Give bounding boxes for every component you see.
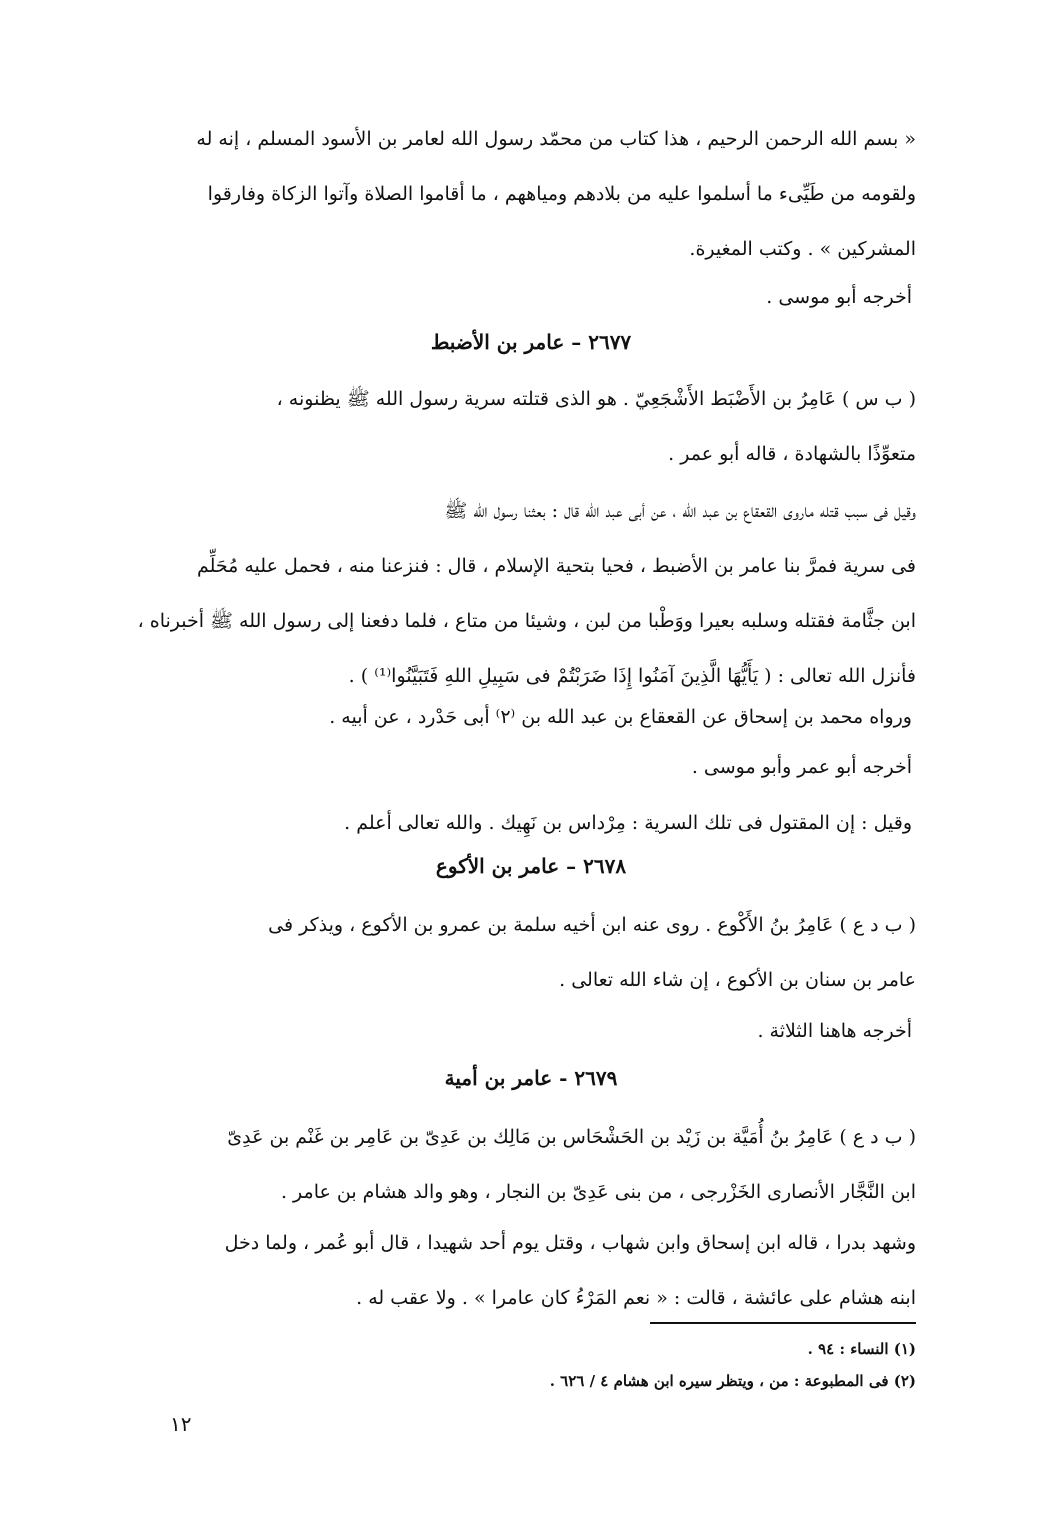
text-line: ( ب د ع ) عَامِرُ بنُ أُمَيَّة بن زَيْد بن الحَشْحَاس بن مَالِك بن عَدِىّ بن عَامِر بن غَنْم بن عَدِىّ bbox=[227, 1126, 916, 1148]
text-line: وقيل فى سبب قتله ماروى القعقاع بن عبد الله ، عن أبى عبد الله قال : بعثنا رسول الله ﷺ bbox=[444, 500, 916, 522]
footnote-rule bbox=[650, 1322, 916, 1324]
text-line: ابنه هشام على عائشة ، قالت : « نعم المَرْءُ كان عامرا » . ولا عقب له . bbox=[356, 1287, 916, 1309]
text-line: ورواه محمد بن إسحاق عن القعقاع بن عبد الله بن ⁽٢⁾ أبى حَدْرد ، عن أبيه . bbox=[329, 706, 912, 728]
text-line: أخرجه أبو عمر وأبو موسى . bbox=[691, 756, 912, 778]
paragraph-entry bbox=[136, 690, 912, 745]
entry-heading: ٢٦٧٩ - عامر بن أمية bbox=[444, 1066, 618, 1090]
text-line: ابن جثَّامة فقتله وسلبه بعيرا ووَطْبا من لبن ، وشيئا من متاع ، فلما دفعنا إلى رسول الله ﷺ أخبرناه ، bbox=[137, 610, 916, 632]
paragraph-letter bbox=[136, 112, 916, 277]
text-line: متعوِّذًا بالشهادة ، قاله أبو عمر . bbox=[668, 443, 916, 465]
paragraph-entry bbox=[136, 1216, 916, 1326]
text-line: ولقومه من طَيِّىء ما أسلموا عليه من بلادهم ومياههم ، ما أقاموا الصلاة وآتوا الزكاة وفارقوا bbox=[207, 183, 916, 205]
text-line: أخرجه هاهنا الثلاثة . bbox=[757, 1020, 912, 1042]
text-line: ( ب د ع ) عَامِرُ بنُ الأَكْوع . روى عنه ابن أخيه سلمة بن عمرو بن الأكوع ، ويذكر فى bbox=[268, 914, 916, 936]
text-line: المشركين » . وكتب المغيرة. bbox=[689, 238, 916, 260]
paragraph-entry bbox=[136, 484, 916, 704]
text-line: أخرجه أبو موسى . bbox=[766, 286, 912, 308]
footnote: (١) النساء : ٩٤ . bbox=[807, 1340, 916, 1358]
paragraph-entry bbox=[136, 796, 912, 851]
paragraph-attribution bbox=[136, 1004, 912, 1059]
text-line: ابن النَّجَّار الأنصارى الخَزْرجى ، من بنى عَدِىّ بن النجار ، وهو والد هشام بن عامر . bbox=[280, 1181, 916, 1203]
text-line: وقيل : إن المقتول فى تلك السرية : مِرْداس بن نَهِيك . والله تعالى أعلم . bbox=[344, 812, 912, 834]
paragraph-attribution bbox=[136, 270, 912, 325]
paragraph-entry bbox=[136, 898, 916, 1008]
text-line: فى سرية فمرَّ بنا عامر بن الأضبط ، فحيا بتحية الإسلام ، قال : فنزعنا منه ، فحمل عليه مُحَلِّم bbox=[196, 555, 916, 577]
text-line: ( ب س ) عَامِرُ بن الأَضْبَط الأَشْجَعِيّ . هو الذى قتلته سرية رسول الله ﷺ يظنونه ، bbox=[276, 388, 916, 410]
text-line: فأنزل الله تعالى : ( يَأَيُّهَا الَّذِينَ آمَنُوا إِذَا ضَرَبْتُمْ فى سَبِيلِ اللهِ فَتَبَيَّنُوا⁽¹⁾ ) . bbox=[348, 665, 916, 687]
paragraph-attribution bbox=[136, 740, 912, 795]
paragraph-entry bbox=[136, 1110, 916, 1220]
text-line: وشهد بدرا ، قاله ابن إسحاق وابن شهاب ، وقتل يوم أحد شهيدا ، قال أبو عُمر ، ولما دخل bbox=[224, 1232, 916, 1254]
paragraph-entry bbox=[136, 372, 916, 482]
page-number: ١٢ bbox=[170, 1412, 192, 1436]
text-line: عامر بن سنان بن الأكوع ، إن شاء الله تعالى . bbox=[559, 969, 916, 991]
footnote: (٢) فى المطبوعة : من ، ويتظر سيره ابن هشام ٤ / ٦٢٦ . bbox=[549, 1372, 916, 1390]
text-line: « بسم الله الرحمن الرحيم ، هذا كتاب من محمّد رسول الله لعامر بن الأسود المسلم ، إنه له bbox=[196, 128, 916, 150]
entry-heading: ٢٦٧٧ – عامر بن الأضبط bbox=[430, 330, 632, 354]
entry-heading: ٢٦٧٨ – عامر بن الأكوع bbox=[435, 854, 627, 878]
